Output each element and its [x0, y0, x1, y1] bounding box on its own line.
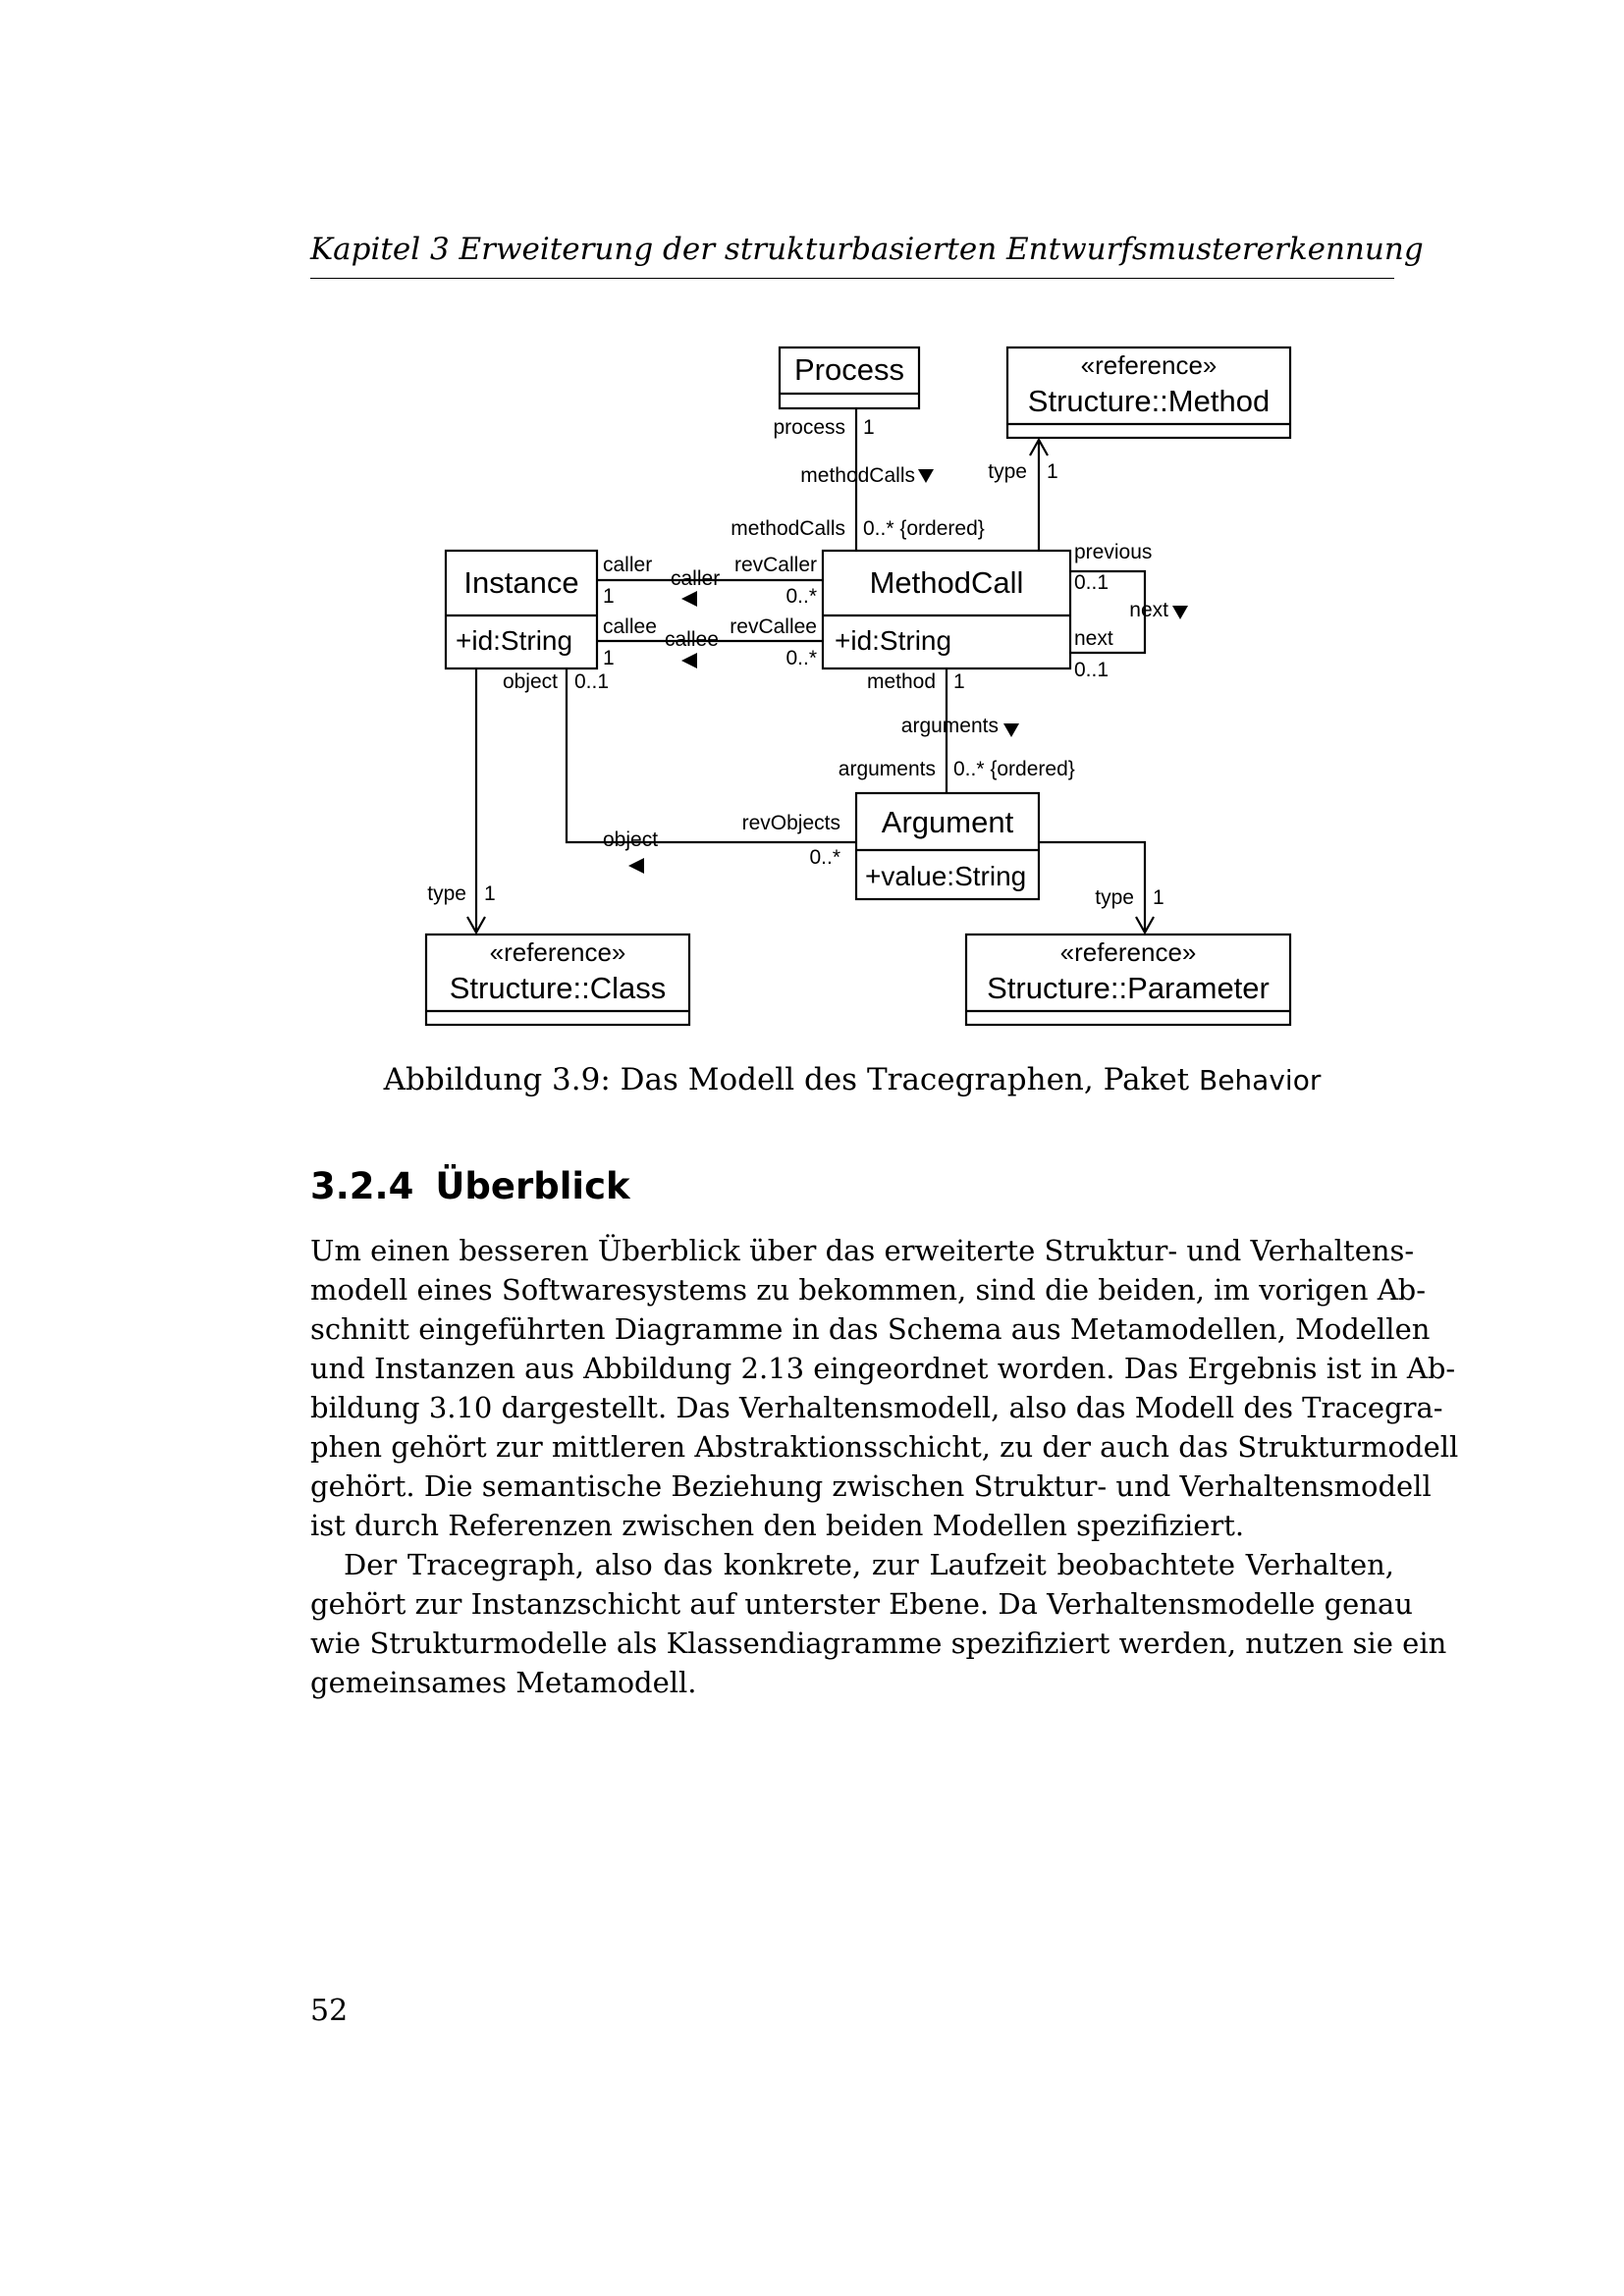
figure-caption: [310, 1058, 1394, 1102]
argument-attribute: +value:String: [865, 861, 1027, 891]
label-caller-assoc: caller: [671, 567, 721, 590]
triangle-object: [628, 858, 644, 874]
label-revobjects-role: revObjects: [741, 812, 840, 834]
label-method-role: method: [866, 670, 936, 693]
label-revcaller-mult: 0..*: [785, 585, 817, 608]
paragraph-1: [310, 1231, 1459, 1545]
label-methodcalls-role: methodCalls: [731, 517, 845, 540]
paragraph-line: phen gehört zur mittleren Abstraktionsschicht, zu der auch das Strukturmodell: [310, 1430, 1459, 1464]
label-methodcalls-mult: 0..* {ordered}: [863, 517, 985, 540]
label-revcaller-role: revCaller: [733, 554, 817, 576]
instance-attribute: +id:String: [456, 625, 573, 656]
label-arguments-mult: 0..* {ordered}: [953, 758, 1075, 780]
paragraph-line: schnitt eingeführten Diagramme in das Schema aus Metamodellen, Modellen: [310, 1312, 1431, 1346]
label-caller-mult: 1: [603, 585, 615, 608]
label-next-mult: 0..1: [1074, 659, 1110, 681]
label-next-role: next: [1074, 627, 1113, 650]
instance-name: Instance: [463, 565, 579, 600]
label-type-param-mult: 1: [1153, 886, 1164, 909]
paragraph-line: bildung 3.10 dargestellt. Das Verhaltensmodell, also das Modell des Tracegra-: [310, 1391, 1443, 1424]
paragraph-line: gehört zur Instanzschicht auf unterster Ebene. Da Verhaltensmodelle genau: [310, 1587, 1413, 1621]
method-stereotype: «reference»: [1080, 350, 1218, 380]
parameter-stereotype: «reference»: [1059, 937, 1197, 967]
label-type-method-mult: 1: [1047, 460, 1058, 483]
label-callee-role: callee: [603, 615, 657, 638]
methodcall-name: MethodCall: [869, 565, 1024, 600]
label-callee-mult: 1: [603, 647, 615, 669]
triangle-next: [1172, 606, 1188, 619]
label-previous-role: previous: [1074, 541, 1153, 563]
paragraph-line: ist durch Referenzen zwischen den beiden Modellen spezifiziert.: [310, 1509, 1245, 1542]
parameter-name: Structure::Parameter: [987, 971, 1270, 1005]
caption-text: Abbildung 3.9: Das Modell des Tracegraphen, Paket: [383, 1062, 1199, 1097]
label-type-class-mult: 1: [484, 882, 496, 905]
paragraph-line: gemeinsames Metamodell.: [310, 1666, 697, 1699]
triangle-caller: [681, 591, 697, 607]
paragraph-line: wie Strukturmodelle als Klassendiagramme spezifiziert werden, nutzen sie ein: [310, 1627, 1447, 1660]
methodcall-attribute: +id:String: [835, 625, 952, 656]
label-previous-mult: 0..1: [1074, 571, 1110, 594]
paragraph-line: Der Tracegraph, also das konkrete, zur Laufzeit beobachtete Verhalten,: [344, 1548, 1394, 1581]
uml-class-diagram: [0, 0, 1624, 1050]
section-number: 3.2.4: [310, 1165, 414, 1207]
label-methodcalls-assoc: methodCalls: [800, 464, 915, 487]
paragraph-2: [310, 1545, 1447, 1702]
caption-package: Behavior: [1199, 1064, 1322, 1096]
label-method-mult: 1: [953, 670, 965, 693]
label-revobjects-mult: 0..*: [809, 846, 840, 869]
triangle-methodcalls: [918, 469, 934, 483]
paragraph-line: modell eines Softwaresystems zu bekommen, sind die beiden, im vorigen Ab-: [310, 1273, 1427, 1307]
paragraph-line: gehört. Die semantische Beziehung zwischen Struktur- und Verhaltensmodell: [310, 1469, 1432, 1503]
label-next-assoc: next: [1129, 599, 1168, 621]
running-head: Kapitel 3 Erweiterung der strukturbasierten Entwurfsmustererkennung: [310, 232, 1424, 267]
class-stereotype: «reference»: [489, 937, 626, 967]
label-type-class-role: type: [427, 882, 466, 905]
label-revcallee-role: revCallee: [730, 615, 817, 638]
label-arguments-assoc: arguments: [900, 715, 999, 737]
triangle-arguments: [1003, 723, 1019, 737]
label-process-role: process: [773, 416, 845, 439]
label-object-role: object: [502, 670, 558, 693]
label-caller-role: caller: [603, 554, 653, 576]
paragraph-line: Um einen besseren Überblick über das erweiterte Struktur- und Verhaltens-: [310, 1234, 1415, 1267]
label-type-method-role: type: [988, 460, 1027, 483]
class-name: Structure::Class: [449, 971, 667, 1005]
section-title: Überblick: [435, 1165, 630, 1207]
label-callee-assoc: callee: [665, 628, 719, 651]
page-number: 52: [310, 1994, 349, 2028]
label-object-assoc: object: [603, 828, 659, 851]
triangle-callee: [681, 653, 697, 668]
section-heading: [310, 1162, 630, 1211]
paragraph-line: und Instanzen aus Abbildung 2.13 eingeordnet worden. Das Ergebnis ist in Ab-: [310, 1352, 1456, 1385]
label-revcallee-mult: 0..*: [785, 647, 817, 669]
label-arguments-role: arguments: [838, 758, 936, 780]
process-name: Process: [794, 352, 904, 387]
argument-name: Argument: [881, 805, 1014, 839]
method-name: Structure::Method: [1027, 384, 1271, 418]
label-type-param-role: type: [1095, 886, 1134, 909]
label-object-mult: 0..1: [574, 670, 610, 693]
label-process-mult: 1: [863, 416, 875, 439]
